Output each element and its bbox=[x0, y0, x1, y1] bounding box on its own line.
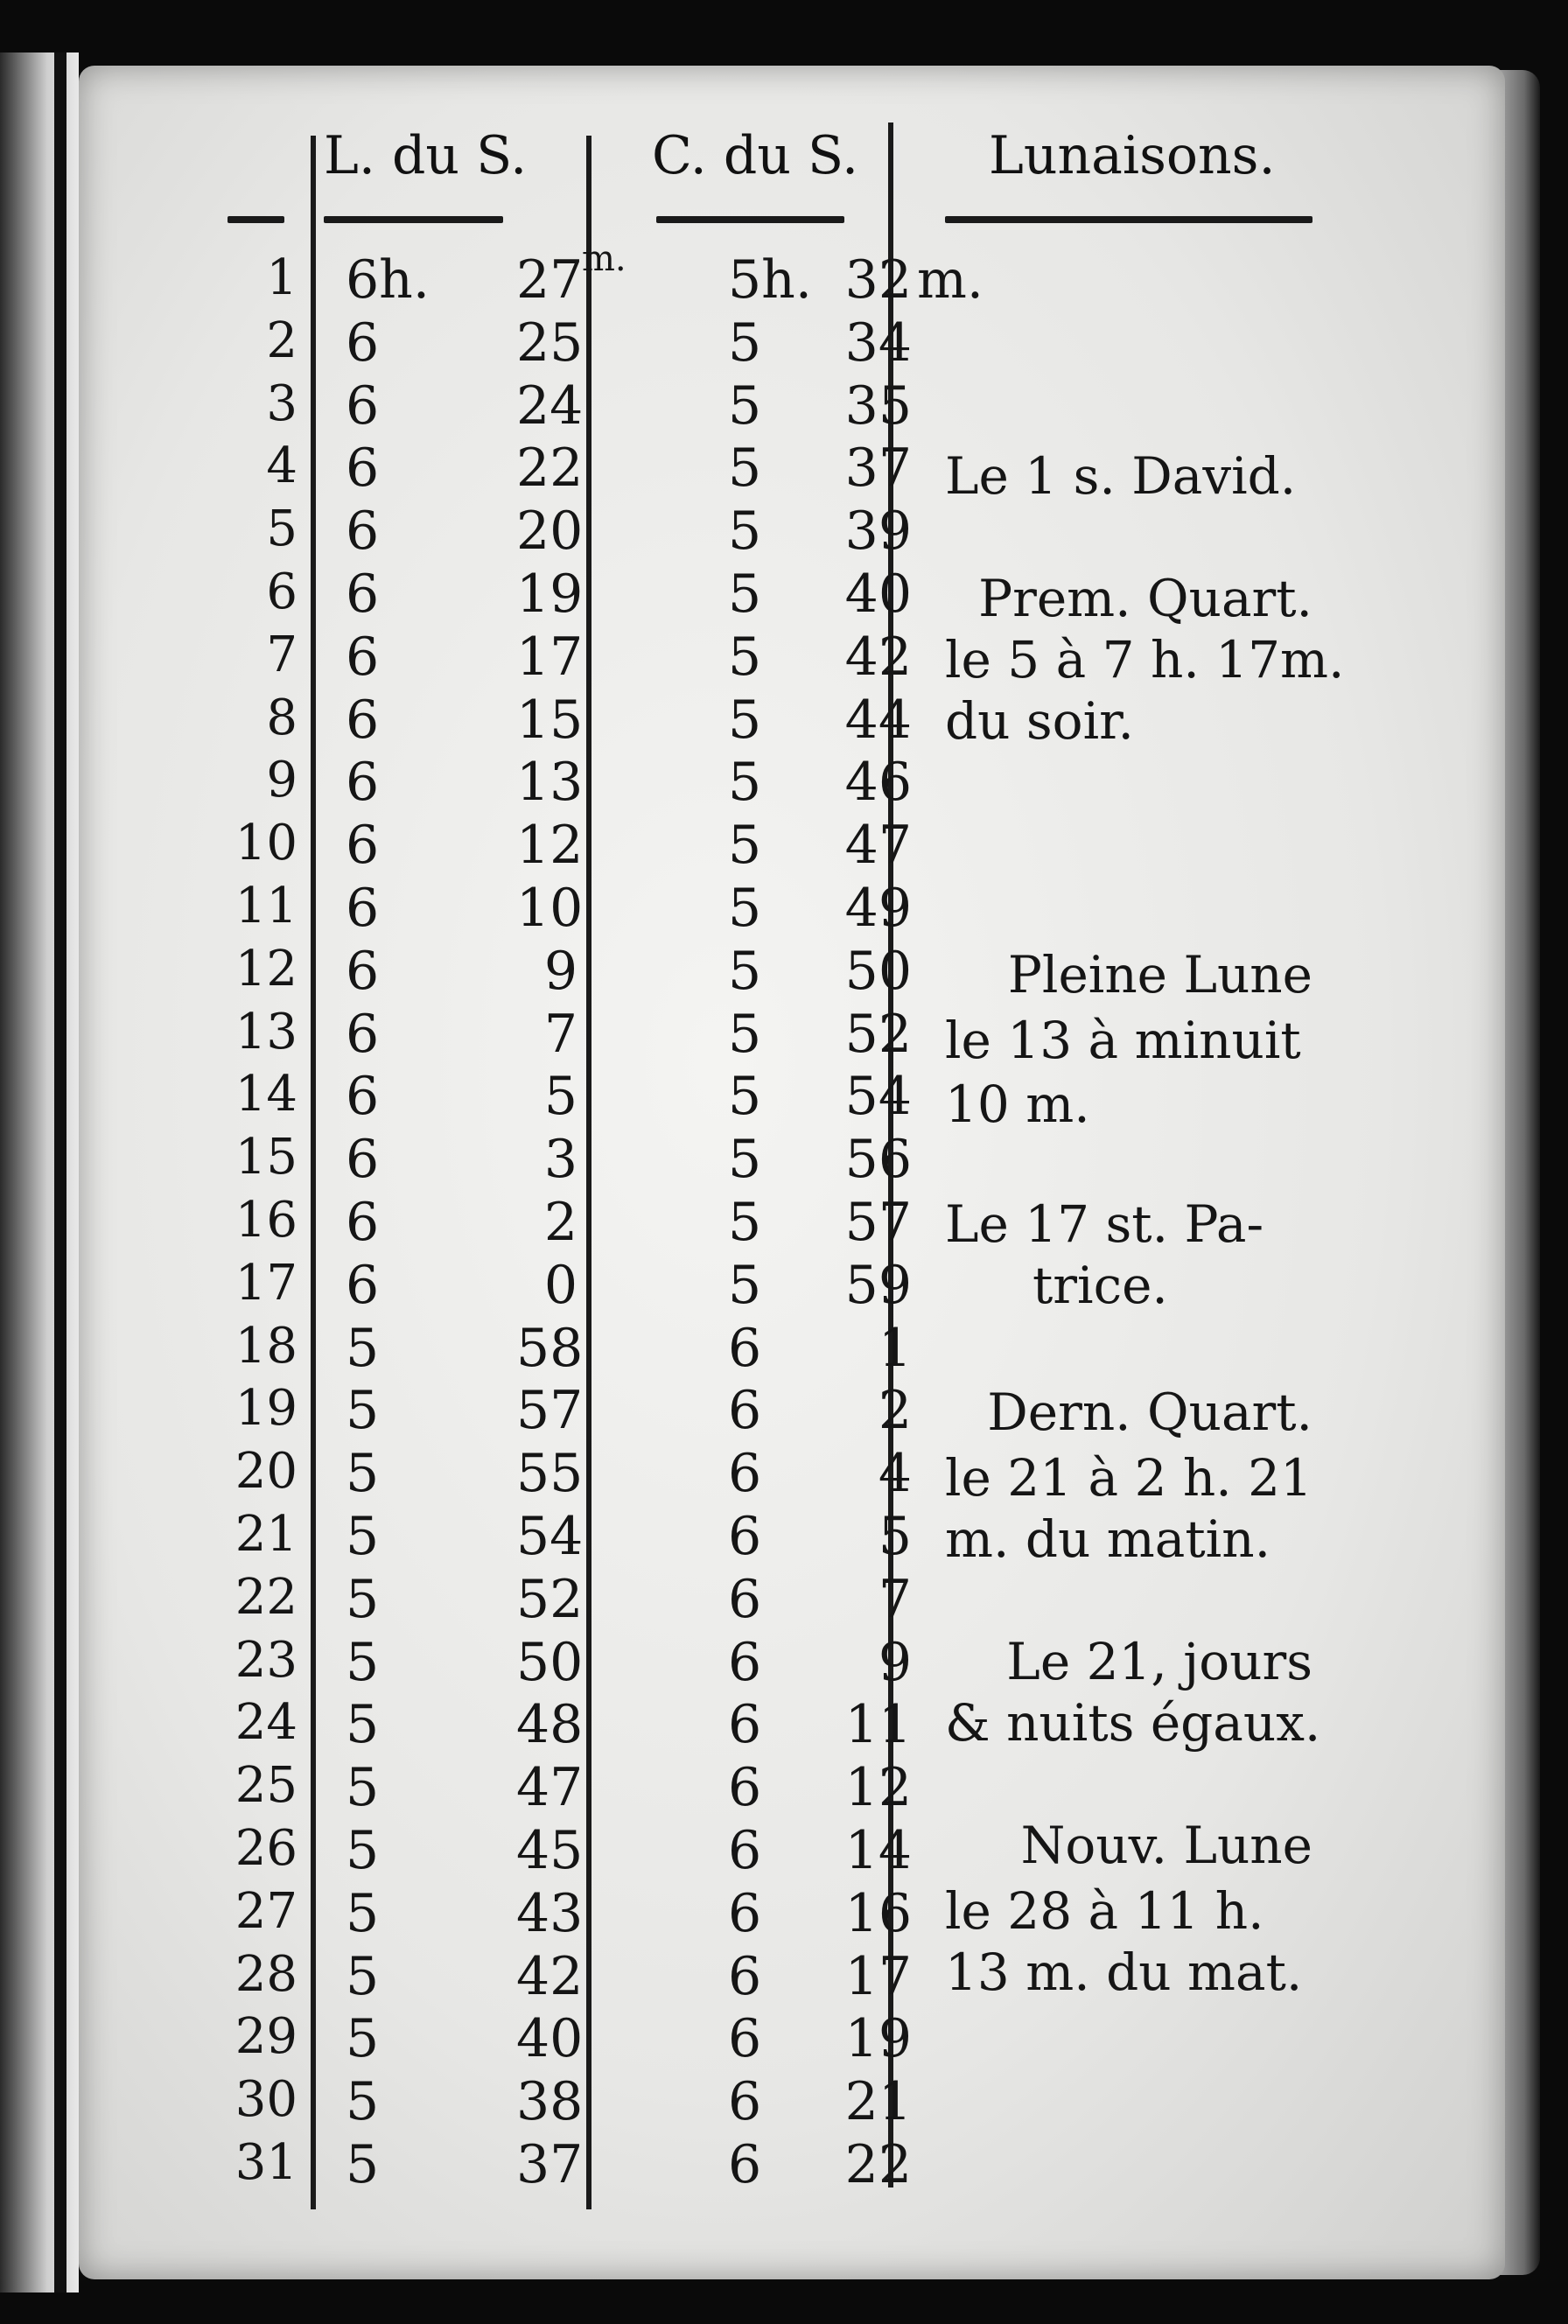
sunrise-hour: 5 bbox=[346, 1882, 380, 1944]
sunrise-hour: 6 bbox=[346, 1129, 380, 1191]
sunset-minute: 17 bbox=[844, 1945, 912, 2007]
sunrise-minute: 7 bbox=[543, 1003, 578, 1065]
sunrise-hour: 6 bbox=[346, 689, 380, 751]
day-number: 20 bbox=[234, 1443, 298, 1501]
sunrise-minute: 19 bbox=[516, 564, 584, 625]
sunset-minute: 21 bbox=[844, 2071, 912, 2133]
day-number: 13 bbox=[234, 1003, 298, 1060]
lunaison-line: Le 21, jours bbox=[1006, 1632, 1312, 1691]
sunrise-hour: 5 bbox=[346, 1945, 380, 2007]
day-number: 31 bbox=[234, 2134, 298, 2191]
sunset-hour: 6 bbox=[728, 1443, 762, 1505]
day-number: 17 bbox=[234, 1254, 298, 1312]
sunset-minute: 14 bbox=[844, 1820, 912, 1881]
sunset-hour: 5 bbox=[728, 1003, 762, 1065]
sunrise-hour: 6 bbox=[346, 438, 380, 500]
sunrise-hour: 5 bbox=[346, 1631, 380, 1693]
sunset-minute: 2 bbox=[878, 1380, 912, 1442]
sunset-hour: 5 bbox=[728, 626, 762, 688]
sunrise-minute: 52 bbox=[516, 1568, 584, 1630]
sunrise-minute: 17 bbox=[516, 626, 584, 688]
day-number: 29 bbox=[234, 2008, 298, 2066]
almanac-page bbox=[79, 66, 1505, 2279]
day-number: 8 bbox=[266, 689, 298, 746]
heading-lunaisons: Lunaisons. bbox=[989, 125, 1276, 186]
heading-lever-du-soleil: L. du S. bbox=[324, 125, 528, 186]
sunset-hour: 5 bbox=[728, 500, 762, 563]
rule-rise-left bbox=[311, 136, 316, 2209]
sunrise-hour: 5 bbox=[346, 2134, 380, 2195]
sunrise-minute: 5 bbox=[543, 1066, 578, 1128]
sunrise-hour: 6 bbox=[346, 1192, 380, 1253]
sunrise-minute: 37 bbox=[516, 2134, 584, 2195]
heading-coucher-du-soleil: C. du S. bbox=[652, 125, 859, 186]
sunrise-minute: 47 bbox=[516, 1757, 584, 1819]
day-number: 25 bbox=[234, 1757, 298, 1815]
sunset-hour: 6 bbox=[728, 1506, 762, 1567]
day-number: 2 bbox=[266, 312, 298, 369]
day-number: 24 bbox=[234, 1694, 298, 1752]
day-number: 4 bbox=[266, 438, 298, 495]
day-number: 5 bbox=[266, 500, 298, 558]
day-number: 9 bbox=[266, 752, 298, 809]
sunset-hour: 6 bbox=[728, 1820, 762, 1881]
sunrise-minute: 58 bbox=[516, 1317, 584, 1379]
underline-day bbox=[228, 216, 284, 223]
sunrise-hour: 5 bbox=[346, 1757, 380, 1819]
sunset-minute: 42 bbox=[844, 626, 912, 688]
sunrise-hour: 6h. bbox=[346, 249, 430, 311]
sunset-hour: 6 bbox=[728, 1380, 762, 1442]
sunrise-hour: 5 bbox=[346, 1380, 380, 1442]
sunset-minute: 32 bbox=[844, 249, 912, 311]
sunrise-hour: 5 bbox=[346, 1694, 380, 1756]
sunrise-hour: 5 bbox=[346, 1568, 380, 1630]
sunrise-hour: 6 bbox=[346, 1066, 380, 1128]
sunrise-hour: 6 bbox=[346, 564, 380, 625]
day-number: 14 bbox=[234, 1066, 298, 1124]
sunset-minute: 22 bbox=[844, 2134, 912, 2195]
lunaison-line: 13 m. du mat. bbox=[945, 1942, 1303, 2002]
lunaison-line: Prem. Quart. bbox=[978, 569, 1312, 628]
sunset-hour: 5h. bbox=[728, 249, 812, 311]
sunset-minute: 47 bbox=[844, 815, 912, 877]
sunrise-hour: 6 bbox=[346, 500, 380, 563]
sunset-minute: 57 bbox=[844, 1192, 912, 1253]
sunrise-minute: 2 bbox=[543, 1192, 578, 1253]
lunaison-line: Le 1 s. David. bbox=[945, 446, 1297, 506]
sunset-hour: 6 bbox=[728, 1945, 762, 2007]
sunset-hour: 6 bbox=[728, 1317, 762, 1379]
lunaison-line: m. du matin. bbox=[945, 1509, 1271, 1569]
sunset-hour: 6 bbox=[728, 1757, 762, 1819]
sunset-hour: 6 bbox=[728, 2008, 762, 2070]
sunrise-hour: 6 bbox=[346, 1003, 380, 1065]
sunrise-hour: 6 bbox=[346, 878, 380, 939]
sunset-minute: 12 bbox=[844, 1757, 912, 1819]
sunrise-hour: 5 bbox=[346, 1506, 380, 1567]
sunset-hour: 5 bbox=[728, 815, 762, 877]
lunaison-line: 10 m. bbox=[945, 1074, 1090, 1134]
sunrise-minute: 10 bbox=[516, 878, 584, 939]
sunrise-minute: 12 bbox=[516, 815, 584, 877]
sunrise-minute: 9 bbox=[543, 940, 578, 1002]
sunset-minute: 39 bbox=[844, 500, 912, 563]
day-number: 7 bbox=[266, 626, 298, 683]
lunaison-line: Nouv. Lune bbox=[1020, 1816, 1312, 1875]
sunset-hour: 5 bbox=[728, 752, 762, 814]
sunset-hour: 6 bbox=[728, 1694, 762, 1756]
sunset-hour: 6 bbox=[728, 1882, 762, 1944]
sunset-minute: 56 bbox=[844, 1129, 912, 1191]
sunrise-minute: 13 bbox=[516, 752, 584, 814]
sunrise-minute: 55 bbox=[516, 1443, 584, 1505]
lunaison-line: le 13 à minuit bbox=[945, 1011, 1301, 1070]
sunrise-hour: 5 bbox=[346, 1443, 380, 1505]
day-number: 30 bbox=[234, 2071, 298, 2129]
rule-rise-right bbox=[586, 136, 592, 2209]
sunrise-minute: 40 bbox=[516, 2008, 584, 2070]
sunrise-hour: 6 bbox=[346, 752, 380, 814]
sunrise-minute: 24 bbox=[516, 374, 584, 437]
sunset-minute: 35 bbox=[844, 374, 912, 437]
underline-set bbox=[656, 216, 844, 223]
sunset-minute-suffix: m. bbox=[917, 249, 984, 311]
sunset-minute: 54 bbox=[844, 1066, 912, 1128]
sunset-hour: 6 bbox=[728, 2134, 762, 2195]
sunrise-hour: 6 bbox=[346, 374, 380, 437]
sunset-hour: 5 bbox=[728, 1254, 762, 1316]
sunrise-minute: 43 bbox=[516, 1882, 584, 1944]
day-number: 23 bbox=[234, 1631, 298, 1689]
sunset-minute: 46 bbox=[844, 752, 912, 814]
sunrise-minute: 45 bbox=[516, 1820, 584, 1881]
sunset-hour: 6 bbox=[728, 1568, 762, 1630]
sunrise-minute: 22 bbox=[516, 438, 584, 500]
day-number: 15 bbox=[234, 1129, 298, 1186]
sunset-minute: 59 bbox=[844, 1254, 912, 1316]
sunrise-minute: 25 bbox=[516, 312, 584, 374]
sunrise-minute: 50 bbox=[516, 1631, 584, 1693]
day-number: 12 bbox=[234, 940, 298, 998]
lunaison-line: le 5 à 7 h. 17m. bbox=[945, 630, 1345, 690]
sunset-hour: 5 bbox=[728, 878, 762, 939]
sunset-hour: 5 bbox=[728, 1066, 762, 1128]
sunrise-minute: 20 bbox=[516, 500, 584, 563]
day-number: 19 bbox=[234, 1380, 298, 1438]
sunset-minute: 7 bbox=[878, 1568, 912, 1630]
day-number: 26 bbox=[234, 1820, 298, 1877]
day-number: 6 bbox=[266, 564, 298, 620]
sunset-hour: 5 bbox=[728, 438, 762, 500]
sunrise-minute: 48 bbox=[516, 1694, 584, 1756]
underline-rise bbox=[324, 216, 503, 223]
sunset-hour: 5 bbox=[728, 374, 762, 437]
sunrise-hour: 6 bbox=[346, 626, 380, 688]
sunrise-minute: 15 bbox=[516, 689, 584, 751]
sunset-minute: 1 bbox=[878, 1317, 912, 1379]
sunrise-minute: 3 bbox=[543, 1129, 578, 1191]
sunset-hour: 6 bbox=[728, 1631, 762, 1693]
day-number: 28 bbox=[234, 1945, 298, 2003]
sunset-minute: 16 bbox=[844, 1882, 912, 1944]
sunrise-hour: 6 bbox=[346, 940, 380, 1002]
sunrise-minute-suffix: m. bbox=[582, 239, 626, 279]
sunrise-minute: 42 bbox=[516, 1945, 584, 2007]
sunset-minute: 34 bbox=[844, 312, 912, 374]
sunset-minute: 50 bbox=[844, 940, 912, 1002]
sunrise-hour: 6 bbox=[346, 815, 380, 877]
sunset-hour: 5 bbox=[728, 689, 762, 751]
sunset-minute: 4 bbox=[878, 1443, 912, 1505]
sunrise-hour: 6 bbox=[346, 312, 380, 374]
lunaison-line: du soir. bbox=[945, 691, 1134, 751]
lunaison-line: Pleine Lune bbox=[1007, 945, 1312, 1004]
sunrise-minute: 0 bbox=[543, 1254, 578, 1316]
day-number: 1 bbox=[266, 249, 298, 306]
day-number: 10 bbox=[234, 815, 298, 872]
day-number: 22 bbox=[234, 1568, 298, 1626]
day-number: 21 bbox=[234, 1506, 298, 1563]
book-gutter bbox=[54, 52, 66, 2292]
day-number: 27 bbox=[234, 1882, 298, 1940]
sunset-hour: 5 bbox=[728, 1129, 762, 1191]
sunset-minute: 5 bbox=[878, 1506, 912, 1567]
sunrise-hour: 5 bbox=[346, 2071, 380, 2133]
lunaison-line: & nuits égaux. bbox=[945, 1693, 1321, 1753]
sunrise-hour: 5 bbox=[346, 2008, 380, 2070]
lunaison-line: le 28 à 11 h. bbox=[945, 1881, 1264, 1941]
sunrise-hour: 5 bbox=[346, 1820, 380, 1881]
sunset-hour: 5 bbox=[728, 564, 762, 625]
facing-page-edge bbox=[0, 52, 79, 2292]
sunset-minute: 37 bbox=[844, 438, 912, 500]
lunaison-line: Le 17 st. Pa- bbox=[945, 1194, 1264, 1254]
sunrise-minute: 38 bbox=[516, 2071, 584, 2133]
sunset-minute: 44 bbox=[844, 689, 912, 751]
day-number: 11 bbox=[234, 878, 298, 934]
sunset-minute: 52 bbox=[844, 1003, 912, 1065]
sunrise-minute: 57 bbox=[516, 1380, 584, 1442]
sunset-minute: 11 bbox=[844, 1694, 912, 1756]
sunrise-minute: 27 bbox=[516, 249, 584, 311]
sunset-minute: 40 bbox=[844, 564, 912, 625]
lunaison-line: Dern. Quart. bbox=[987, 1382, 1312, 1442]
day-number: 3 bbox=[266, 374, 298, 432]
day-number: 16 bbox=[234, 1192, 298, 1249]
lunaison-line: le 21 à 2 h. 21 bbox=[945, 1448, 1312, 1508]
sunset-hour: 5 bbox=[728, 312, 762, 374]
sunrise-hour: 5 bbox=[346, 1317, 380, 1379]
sunset-hour: 5 bbox=[728, 940, 762, 1002]
sunset-hour: 6 bbox=[728, 2071, 762, 2133]
underline-lunaisons bbox=[945, 216, 1312, 223]
sunset-minute: 49 bbox=[844, 878, 912, 939]
sunset-hour: 5 bbox=[728, 1192, 762, 1253]
sunrise-minute: 54 bbox=[516, 1506, 584, 1567]
sunset-minute: 9 bbox=[878, 1631, 912, 1693]
sunset-minute: 19 bbox=[844, 2008, 912, 2070]
sunrise-hour: 6 bbox=[346, 1254, 380, 1316]
lunaison-line: trice. bbox=[1032, 1256, 1168, 1315]
day-number: 18 bbox=[234, 1317, 298, 1375]
